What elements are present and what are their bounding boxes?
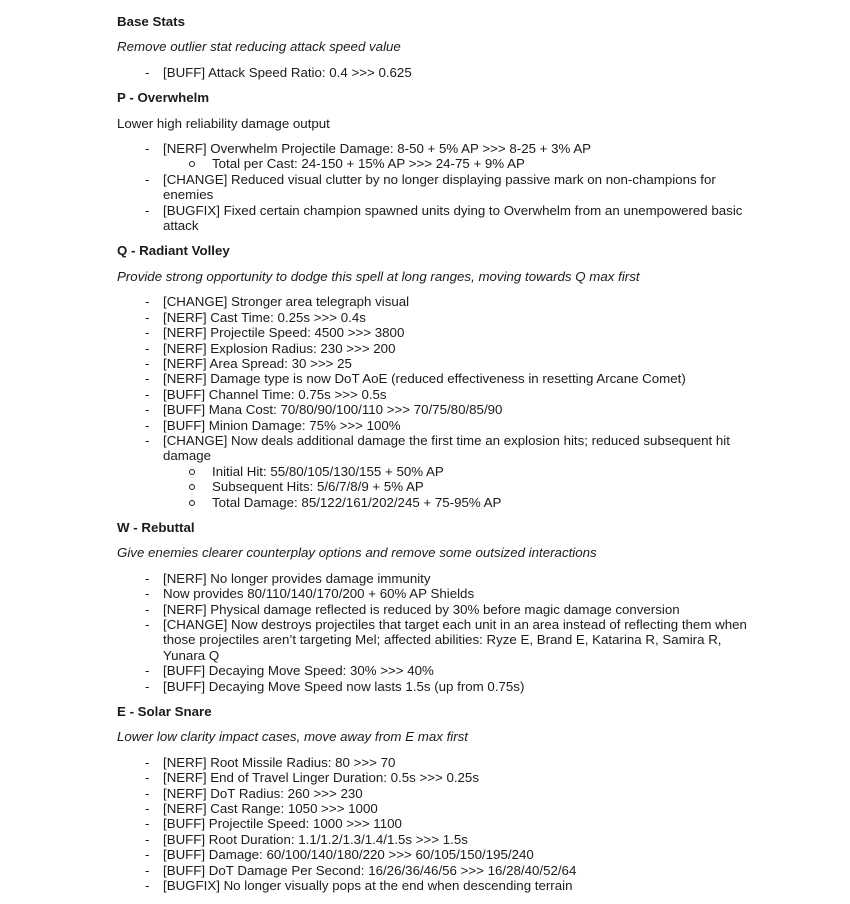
section-description: Lower high reliability damage output xyxy=(117,115,330,131)
section-description: Lower low clarity impact cases, move away from E max first xyxy=(117,729,468,745)
change-item: - [NERF] Area Spread: 30 >>> 25 xyxy=(117,356,767,371)
section-p-overwhelm xyxy=(117,90,767,233)
section-w-rebuttal xyxy=(117,520,767,694)
change-item: - [CHANGE] Now destroys projectiles that target each unit in an area instead of reflecting them when those projectiles aren’t targeting Mel; affected abilities: Ryze E, Brand E, Katarina R, Samira R, Yunara Q xyxy=(117,617,767,663)
change-item: - [BUFF] DoT Damage Per Second: 16/26/36/46/56 >>> 16/28/40/52/64 xyxy=(117,863,767,878)
change-item: - [NERF] End of Travel Linger Duration: 0.5s >>> 0.25s xyxy=(117,770,767,785)
change-item: - [NERF] Damage type is now DoT AoE (reduced effectiveness in resetting Arcane Comet) xyxy=(117,371,767,386)
section-heading: E - Solar Snare xyxy=(117,704,212,720)
change-item: - [BUFF] Mana Cost: 70/80/90/100/110 >>> 70/75/80/85/90 xyxy=(117,402,767,417)
change-item: Subsequent Hits: 5/6/7/8/9 + 5% AP xyxy=(117,479,767,494)
change-item: - [NERF] Cast Range: 1050 >>> 1000 xyxy=(117,801,767,816)
change-item: - [BUGFIX] Fixed certain champion spawned units dying to Overwhelm from an unempowered basic attack xyxy=(117,203,767,234)
change-item: - [NERF] No longer provides damage immunity xyxy=(117,571,767,586)
change-list xyxy=(117,65,767,80)
change-item: - [NERF] Cast Time: 0.25s >>> 0.4s xyxy=(117,310,767,325)
change-item: - [BUGFIX] No longer visually pops at the end when descending terrain xyxy=(117,878,767,893)
change-item: Total Damage: 85/122/161/202/245 + 75-95% AP xyxy=(117,495,767,510)
change-item: - [NERF] Projectile Speed: 4500 >>> 3800 xyxy=(117,325,767,340)
change-item: - [NERF] Explosion Radius: 230 >>> 200 xyxy=(117,341,767,356)
patch-notes-document xyxy=(117,14,767,904)
section-description: Give enemies clearer counterplay options and remove some outsized interactions xyxy=(117,545,597,561)
change-item: Total per Cast: 24-150 + 15% AP >>> 24-75 + 9% AP xyxy=(117,156,767,171)
change-item: Initial Hit: 55/80/105/130/155 + 50% AP xyxy=(117,464,767,479)
section-heading: P - Overwhelm xyxy=(117,90,210,106)
change-item: - [NERF] Root Missile Radius: 80 >>> 70 xyxy=(117,755,767,770)
section-base-stats xyxy=(117,14,767,80)
change-item: - [BUFF] Channel Time: 0.75s >>> 0.5s xyxy=(117,387,767,402)
change-item: - [BUFF] Projectile Speed: 1000 >>> 1100 xyxy=(117,816,767,831)
change-item: - [BUFF] Minion Damage: 75% >>> 100% xyxy=(117,418,767,433)
section-description: Remove outlier stat reducing attack speed value xyxy=(117,39,401,55)
section-e-solar-snare xyxy=(117,704,767,893)
change-item: - [NERF] Overwhelm Projectile Damage: 8-50 + 5% AP >>> 8-25 + 3% AP xyxy=(117,141,767,156)
section-heading: W - Rebuttal xyxy=(117,519,195,535)
section-description: Provide strong opportunity to dodge this spell at long ranges, moving towards Q max first xyxy=(117,268,640,284)
change-item: - [CHANGE] Stronger area telegraph visual xyxy=(117,294,767,309)
change-list xyxy=(117,571,767,694)
change-item: - [BUFF] Damage: 60/100/140/180/220 >>> 60/105/150/195/240 xyxy=(117,847,767,862)
section-q-radiant-volley xyxy=(117,243,767,510)
section-heading: Base Stats xyxy=(117,14,185,29)
change-item: - [BUFF] Decaying Move Speed now lasts 1.5s (up from 0.75s) xyxy=(117,679,767,694)
change-item: - Now provides 80/110/140/170/200 + 60% AP Shields xyxy=(117,586,767,601)
change-list xyxy=(117,755,767,894)
change-item: - [CHANGE] Reduced visual clutter by no longer displaying passive mark on non-champions for enemies xyxy=(117,172,767,203)
change-list xyxy=(117,294,767,510)
change-item: - [CHANGE] Now deals additional damage the first time an explosion hits; reduced subsequent hit damage xyxy=(117,433,767,464)
change-item: - [NERF] Physical damage reflected is reduced by 30% before magic damage conversion xyxy=(117,602,767,617)
section-heading: Q - Radiant Volley xyxy=(117,243,230,259)
change-item: - [BUFF] Decaying Move Speed: 30% >>> 40% xyxy=(117,663,767,678)
change-item: - [BUFF] Root Duration: 1.1/1.2/1.3/1.4/1.5s >>> 1.5s xyxy=(117,832,767,847)
change-item: - [NERF] DoT Radius: 260 >>> 230 xyxy=(117,786,767,801)
change-list xyxy=(117,141,767,233)
change-item: - [BUFF] Attack Speed Ratio: 0.4 >>> 0.625 xyxy=(117,65,767,80)
